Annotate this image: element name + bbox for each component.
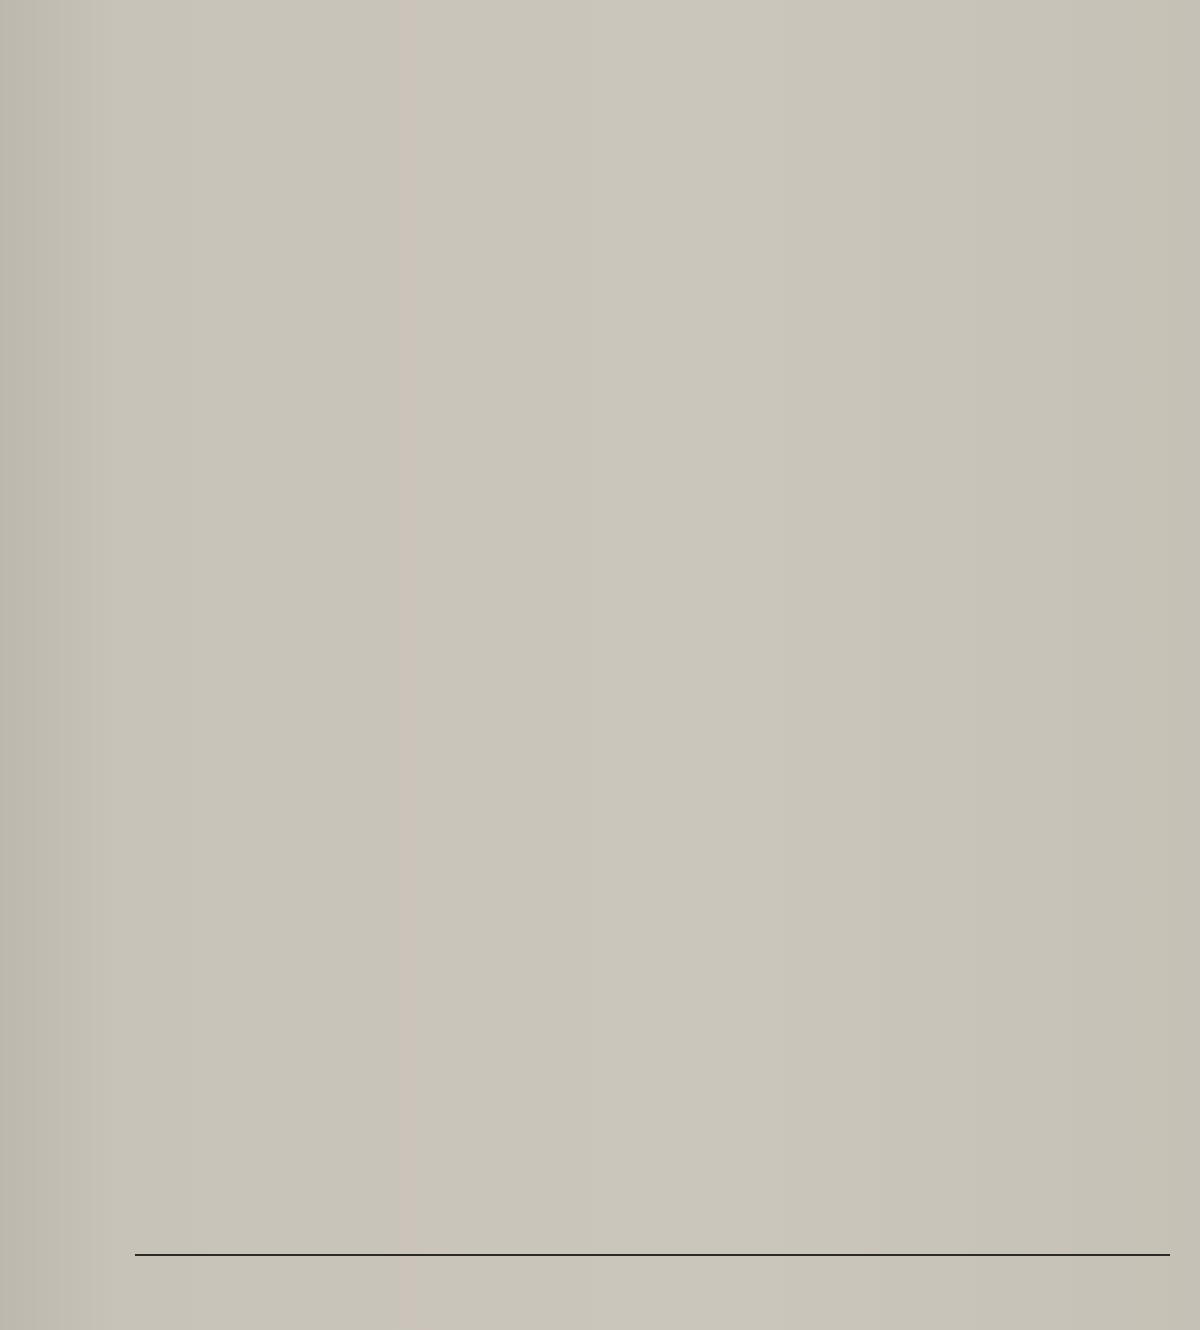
footnote-rule (135, 1254, 1170, 1256)
